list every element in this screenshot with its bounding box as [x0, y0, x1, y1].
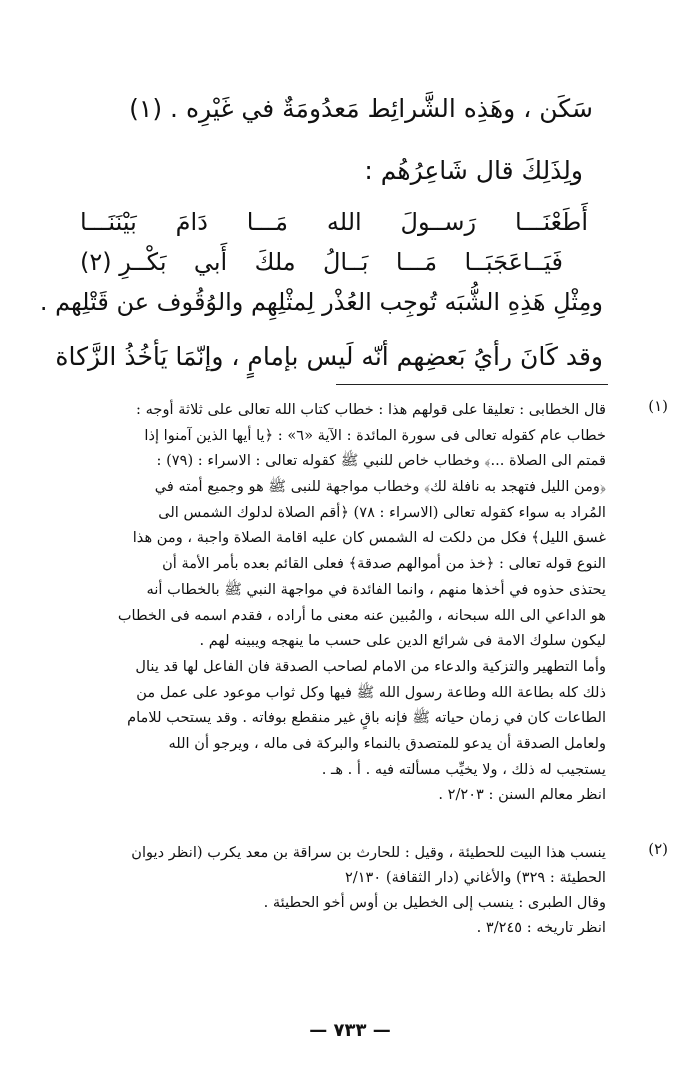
- footnote-line: غسق الليل﴾ فكل من دلكت له الشمس كان عليه اقامة الصلاة واجبة ، ومن هذا: [132, 529, 606, 547]
- poem-word: رَســولَ: [400, 208, 477, 236]
- footnote-number: (٢): [648, 840, 668, 858]
- footnote-line: خطاب عام كقوله تعالى فى سورة المائدة : الآية «٦» : ﴿يا أيها الذين آمنوا إذا: [144, 426, 606, 444]
- footnote-line: ولعامل الصدقة أن يدعو للمتصدق بالنماء والبركة فى ماله ، ويرجو أن الله: [168, 734, 606, 752]
- footnote-line: يستجيب له ذلك ، ولا يخيِّب مسألته فيه . أ . هـ .: [321, 760, 606, 778]
- poem-hemistich-1: [80, 202, 588, 242]
- footnote-number: (١): [648, 397, 668, 415]
- footnote-line: قمتم الى الصلاة ...﴾ وخطاب خاص للنبي ﷺ كقوله تعالى : الاسراء : (٧٩) :: [156, 452, 606, 470]
- poem-hemistich-2: [80, 242, 563, 282]
- poem-word: الله: [326, 208, 362, 236]
- poem-word: فَيَــاعَجَبَــا: [464, 248, 563, 276]
- footnote-line: وقال الطبرى : ينسب إلى الخطيل بن أوس أخو الحطيئة .: [263, 894, 606, 911]
- poem-word: مَـــا: [395, 248, 438, 276]
- main-line-4: وقد كَانَ رأيُ بَعضِهم أنّه لَيس بإمامٍ ، وإنّمَا يَأخُذُ الزَّكاة: [55, 342, 603, 371]
- main-line-1: سَكَن ، وهَذِه الشَّرائِط مَعدُومَةٌ في غَيْرِه . (١): [129, 94, 593, 123]
- page-number: — ٧٣٣ —: [309, 1020, 391, 1041]
- main-line-2: ولِذَلِكَ قال شَاعِرُهُم :: [364, 156, 583, 185]
- poem-word: بَكْــرِ (٢): [80, 248, 167, 276]
- footnote-line: النوع قوله تعالى : ﴿خذ من أموالهم صدقة﴾ فعلى القائم بعده بأمر الأمة أن: [162, 555, 606, 573]
- poem-word: ملكَ: [254, 248, 296, 276]
- footnote-line: ليكون سلوك الامة فى شرائع الدين على حسب ما ينهجه ويبينه لهم .: [199, 632, 606, 650]
- footnote-line: يحتذى حذوه في أخذها منهم ، وانما الفائدة في مواجهة النبي ﷺ بالخطاب أنه: [146, 580, 606, 598]
- footnote-line: ينسب هذا البيت للحطيئة ، وقيل : للحارث بن سراقة بن معد يكرب (انظر ديوان: [131, 844, 606, 861]
- main-line-3: ومِثْلِ هَذِهِ الشُّبَه تُوجِب العُذْر لِمثْلِهِم والوُقُوف عن قَتْلِهم .: [39, 288, 603, 316]
- footnote-body: [30, 397, 606, 808]
- footnote-line: ﴿ومن الليل فتهجد به نافلة لك﴾ وخطاب مواجهة للنبى ﷺ هو وجميع أمته في: [154, 478, 606, 496]
- footnote-body: [30, 840, 606, 940]
- poem-word: بَيْنَنَـــا: [80, 208, 137, 236]
- poem-verse: [80, 202, 588, 284]
- footnote-line: انظر معالم السنن : ٢/٢٠٣ .: [438, 786, 606, 804]
- footnote-line: الحطيئة : ٣٢٩) والأغاني (دار الثقافة) ٢/١٣٠: [344, 869, 606, 886]
- footnote-line: وأما التطهير والتزكية والدعاء من الامام لصاحب الصدقة فان الفاعل لها قد ينال: [135, 657, 606, 675]
- footnote-line: هو الداعي الى الله سبحانه ، والمُبين عنه معنى ما أراده ، فقدم اسمه فى الخطاب: [117, 606, 606, 624]
- poem-word: أَطَعْنَـــا: [515, 208, 588, 236]
- footnote-line: الطاعات كان في زمان حياته ﷺ فإنه باقٍ غير منقطع بوفاته . وقد يستحب للامام: [127, 709, 606, 727]
- footnote-line: المُراد به سواء كقوله تعالى (الاسراء : ٧٨) ﴿أقم الصلاة لدلوك الشمس الى: [158, 503, 606, 521]
- poem-word: أَبي: [193, 248, 228, 276]
- footnote-line: قال الخطابى : تعليقا على قولهم هذا : خطاب كتاب الله تعالى على ثلاثة أوجه :: [136, 401, 606, 418]
- poem-word: بَــالُ: [322, 248, 369, 276]
- footnote-line: انظر تاريخه : ٣/٢٤٥ .: [476, 919, 606, 936]
- footnote-line: ذلك كله بطاعة الله وطاعة رسول الله ﷺ فيها وكل ثواب موعود على عمل من: [136, 683, 606, 701]
- poem-word: مَـــا: [246, 208, 289, 236]
- footnote-separator: [336, 384, 608, 385]
- poem-word: دَامَ: [175, 208, 208, 236]
